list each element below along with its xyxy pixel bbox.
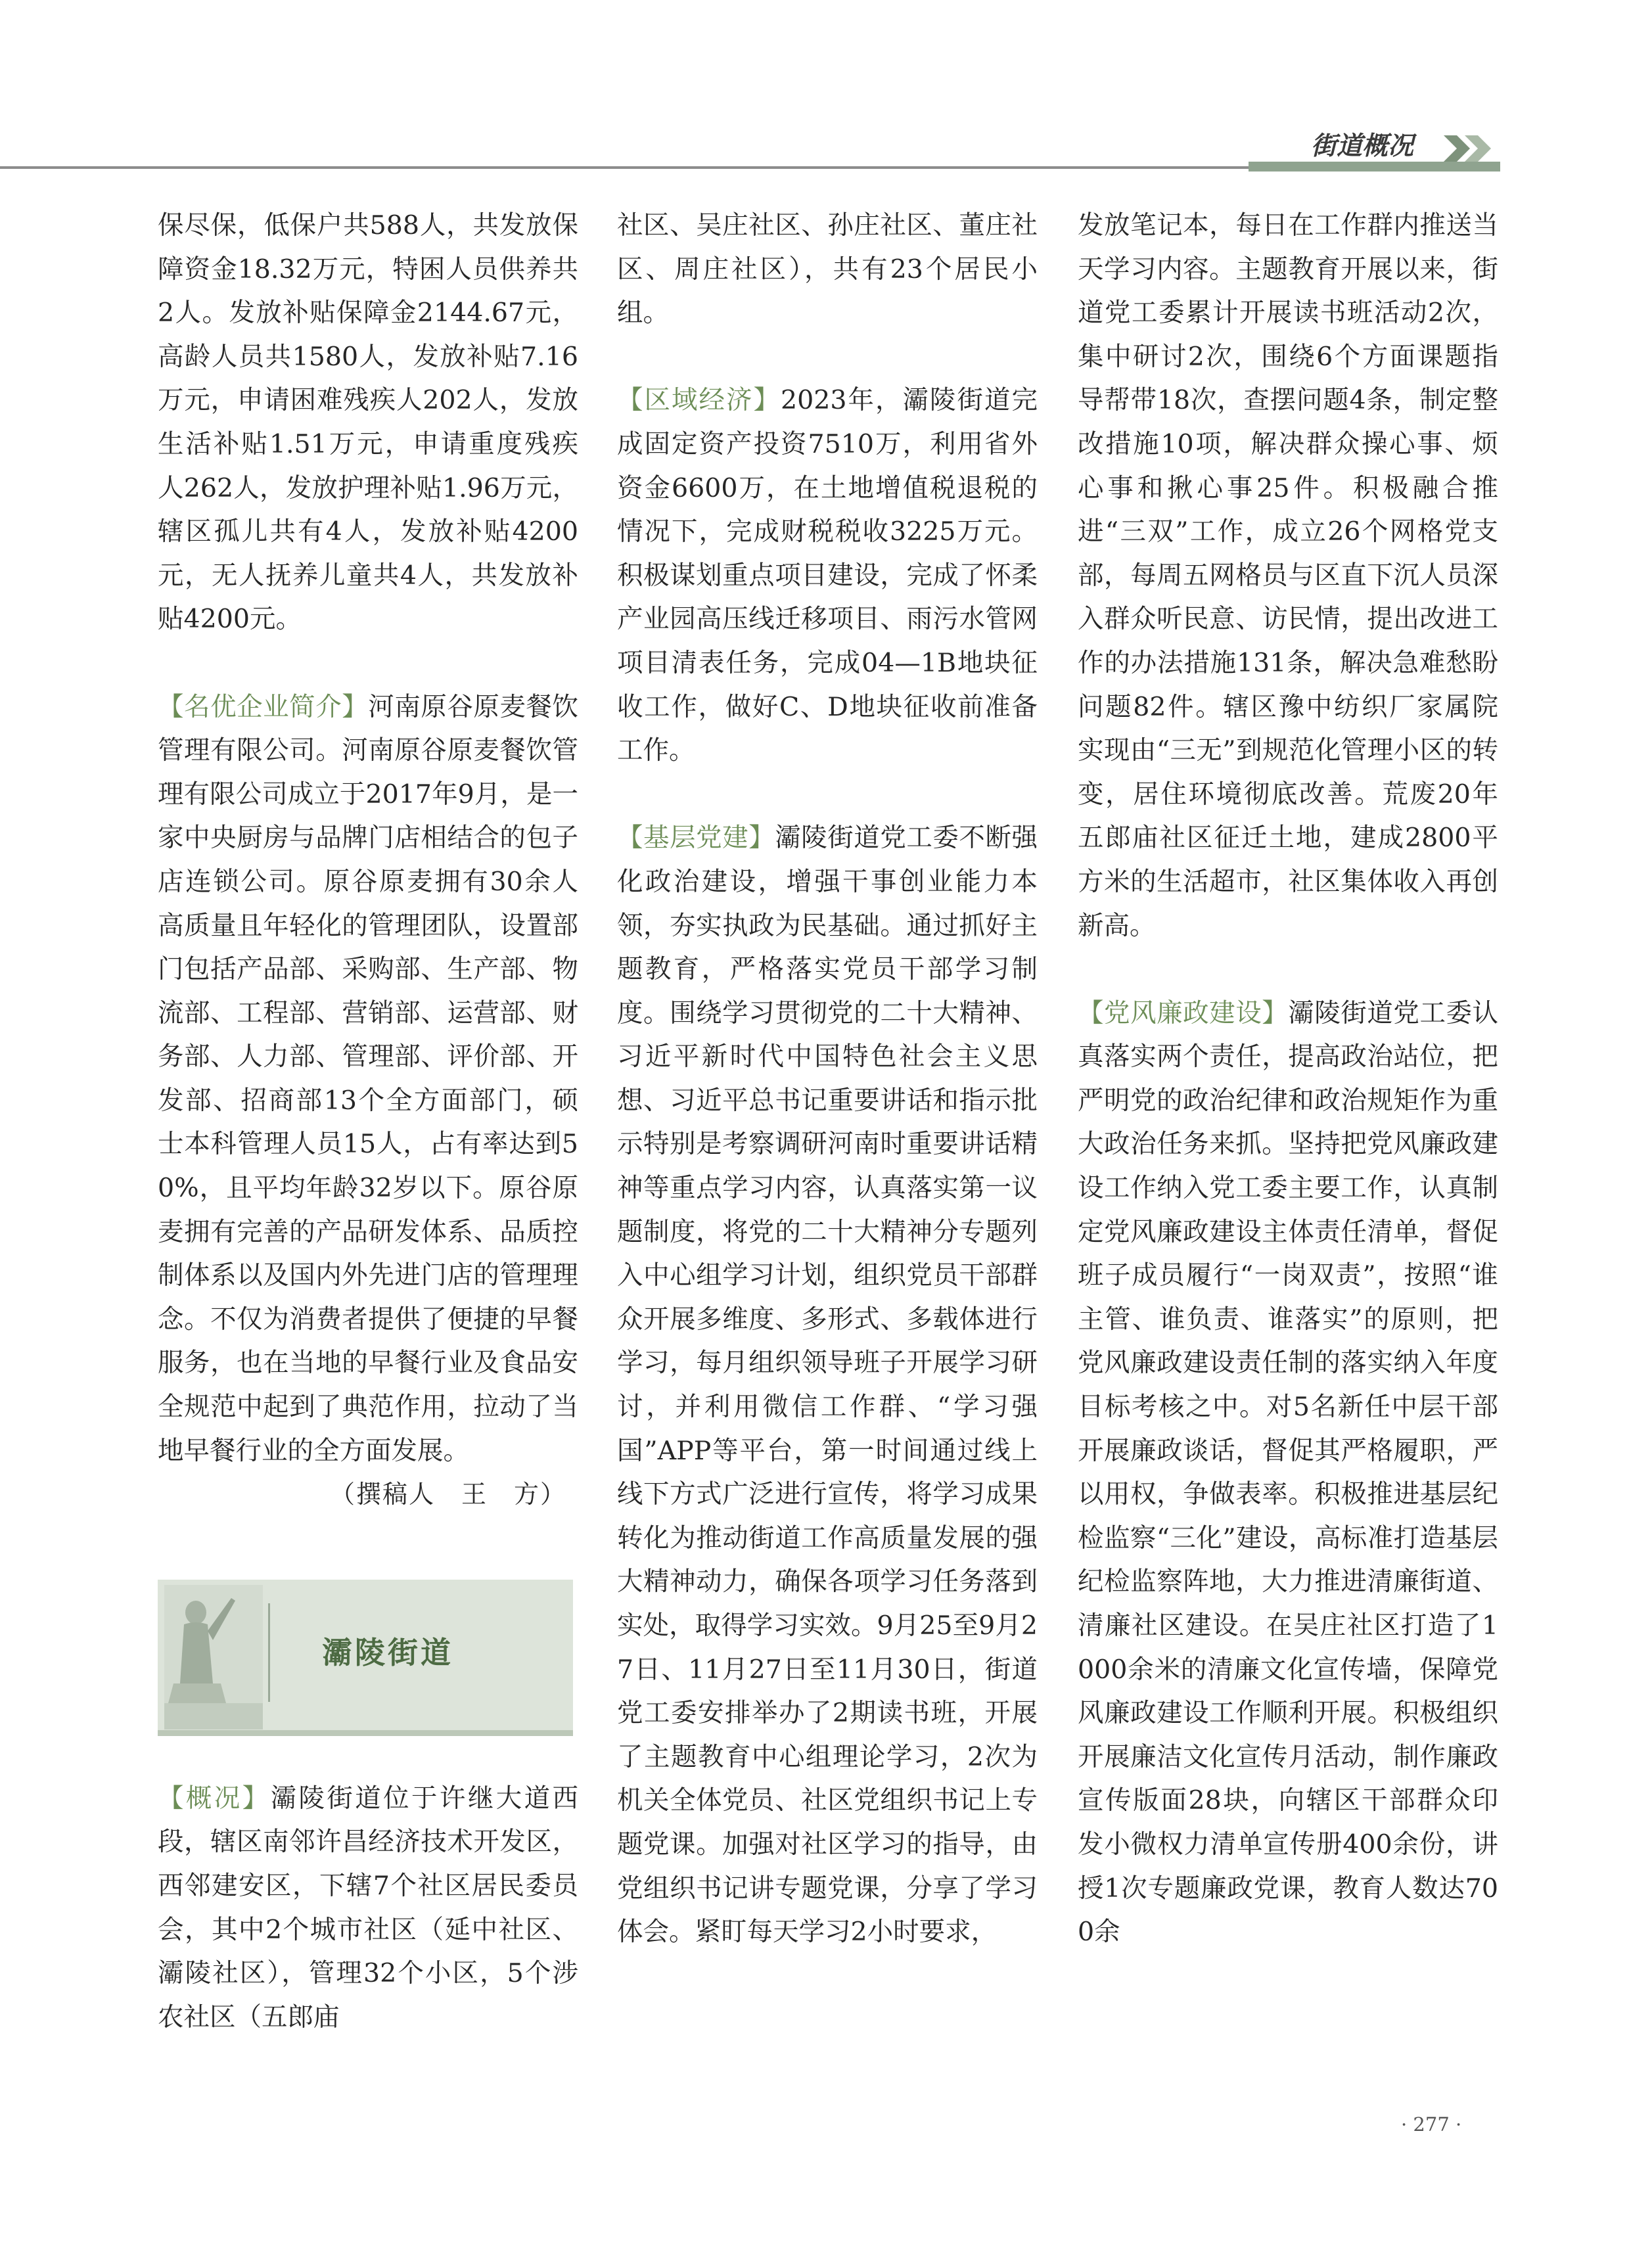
keyword-integrity: 【党风廉政建设】 <box>1078 997 1289 1028</box>
paragraph-enterprise <box>158 685 578 1473</box>
section-title: 街道概况 <box>1311 131 1414 161</box>
author-credit: （撰稿人 王 方） <box>329 1480 566 1509</box>
paragraph-overview-text: 灞陵街道位于许继大道西段，辖区南邻许昌经济技术开发区，西邻建安区，下辖7个社区居民委员会，其中2个城市社区（延中社区、灞陵社区），管理32个小区，5个涉农社区（五郎庙 <box>158 1783 579 2032</box>
keyword-overview: 【概况】 <box>158 1783 271 1814</box>
paragraph-study: 发放笔记本，每日在工作群内推送当天学习内容。主题教育开展以来，街道党工委累计开展读书班活动2次，集中研讨2次，围绕6个方面课题指导帮带18次，查摆问题4条，制定整改措施10项，解决群众操心事、烦心事和揪心事25件。积极融合推进“三双”工作，成立26个网格党支部，每周五网格员与区直下沉人员深入群众听民意、访民情，提出改进工作的办法措施131条，解决急难愁盼问题82件。辖区豫中纺织厂家属院实现由“三无”到规范化管理小区的转变，居住环境彻底改善。荒废20年五郎庙社区征迁土地，建成2800平方米的生活超市，社区集体收入再创新高。 <box>1078 210 1498 941</box>
banner-divider <box>268 1603 270 1702</box>
keyword-enterprise: 【名优企业简介】 <box>158 691 369 722</box>
text-column-right <box>1078 204 1498 1954</box>
text-column-left <box>158 204 578 2039</box>
double-chevron-right-icon <box>1442 134 1499 163</box>
statue-image <box>164 1585 263 1729</box>
section-banner <box>158 1580 573 1736</box>
paragraph-party-building-text: 灞陵街道党工委不断强化政治建设，增强干事创业能力本领，夯实执政为民基础。通过抓好主题教育，严格落实党员干部学习制度。围绕学习贯彻党的二十大精神、习近平新时代中国特色社会主义思想、习近平总书记重要讲话和指示批示特别是考察调研河南时重要讲话精神等重点学习内容，认真落实第一议题制度，将党的二十大精神分专题列入中心组学习计划，组织党员干部群众开展多维度、多形式、多载体进行学习，每月组织领导班子开展学习研讨，并利用微信工作群、“学习强国”APP等平台，第一时间通过线上线下方式广泛进行宣传，将学习成果转化为推动街道工作高质量发展的强大精神动力，确保各项学习任务落到实处，取得学习实效。9月25至9月27日、11月27日至11月30日，街道党工委安排举办了2期读书班，开展了主题教育中心组理论学习，2次为机关全体党员、社区党组织书记上专题党课。加强对社区学习的指导，由党组织书记讲专题党课，分享了学习体会。紧盯每天学习2小时要求， <box>617 823 1038 1948</box>
keyword-party-building: 【基层党建】 <box>617 823 775 854</box>
banner-title: 灞陵街道 <box>322 1634 453 1670</box>
paragraph-communities: 社区、吴庄社区、孙庄社区、董庄社区、周庄社区），共有23个居民小组。 <box>617 210 1038 329</box>
page-number: · 277 · <box>1401 2113 1462 2136</box>
paragraph-integrity <box>1078 992 1498 1954</box>
paragraph-party-building <box>617 816 1038 1954</box>
paragraph-economy-text: 2023年，灞陵街道完成固定资产投资7510万，利用省外资金6600万，在土地增值税退税的情况下，完成财税税收3225万元。积极谋划重点项目建设，完成了怀柔产业园高压线迁移项目、雨污水管网项目清表任务，完成04—1B地块征收工作，做好C、D地块征收前准备工作。 <box>617 385 1038 766</box>
paragraph-overview <box>158 1777 578 2040</box>
paragraph-economy <box>617 378 1038 772</box>
paragraph-enterprise-text: 河南原谷原麦餐饮管理有限公司。河南原谷原麦餐饮管理有限公司成立于2017年9月，是一家中央厨房与品牌门店相结合的包子店连锁公司。原谷原麦拥有30余人高质量且年轻化的管理团队，设置部门包括产品部、采购部、生产部、物流部、工程部、营销部、运营部、财务部、人力部、管理部、评价部、开发部、招商部13个全方面部门，硕士本科管理人员15人，占有率达到50%，且平均年龄32岁以下。原谷原麦拥有完善的产品研发体系、品质控制体系以及国内外先进门店的管理理念。不仅为消费者提供了便捷的早餐服务，也在当地的早餐行业及食品安全规范中起到了典范作用，拉动了当地早餐行业的全方面发展。 <box>158 691 579 1466</box>
keyword-economy: 【区域经济】 <box>617 385 781 416</box>
paragraph-welfare: 保尽保，低保户共588人，共发放保障资金18.32万元，特困人员供养共2人。发放补贴保障金2144.67元，高龄人员共1580人，发放补贴7.16万元，申请困难残疾人202人，发放生活补贴1.51万元，申请重度残疾人262人，发放护理补贴1.96万元，辖区孤儿共有4人，发放补贴4200元，无人抚养儿童共4人，共发放补贴4200元。 <box>158 210 578 635</box>
paragraph-integrity-text: 灞陵街道党工委认真落实两个责任，提高政治站位，把严明党的政治纪律和政治规矩作为重大政治任务来抓。坚持把党风廉政建设工作纳入党工委主要工作，认真制定党风廉政建设主体责任清单，督促班子成员履行“一岗双责”，按照“谁主管、谁负责、谁落实”的原则，把党风廉政建设责任制的落实纳入年度目标考核之中。对5名新任中层干部开展廉政谈话，督促其严格履职，严以用权，争做表率。积极推进基层纪检监察“三化”建设，高标准打造基层纪检监察阵地，大力推进清廉街道、清廉社区建设。在吴庄社区打造了1000余米的清廉文化宣传墙，保障党风廉政建设工作顺利开展。积极组织开展廉洁文化宣传月活动，制作廉政宣传版面28块，向辖区干部群众印发小微权力清单宣传册400余份，讲授1次专题廉政党课，教育人数达700余 <box>1078 997 1499 1948</box>
text-column-middle <box>617 204 1038 1954</box>
